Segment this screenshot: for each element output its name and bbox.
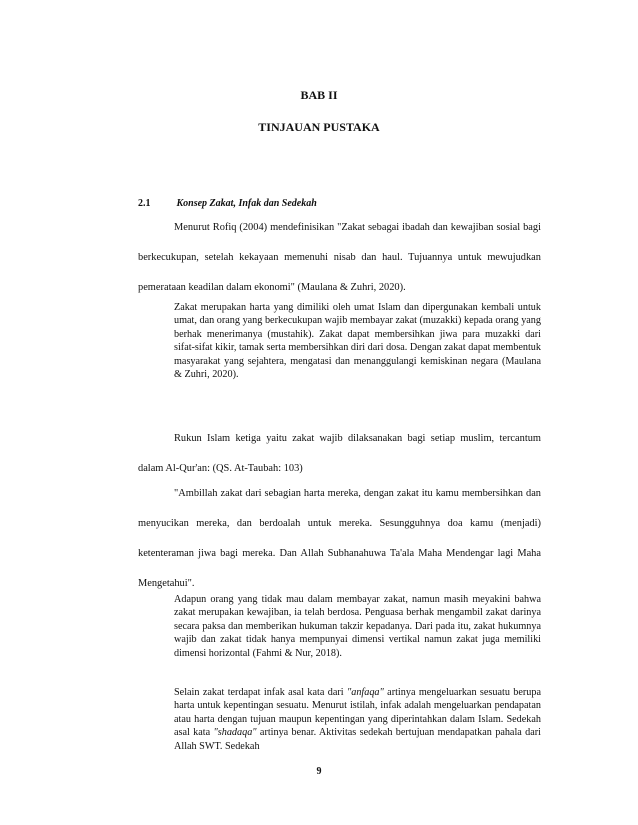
section-number: 2.1 — [138, 198, 151, 209]
block-quote-obligation: Adapun orang yang tidak mau dalam membayar zakat, namun masih meyakini bahwa zakat merupakan kewajiban, ia telah berdosa. Penguasa berhak mengambil zakat darinya secara paksa dan memberikan hukuman takzir kepadanya. Dari pada itu, zakat hukumnya wajib dan zakat tidak hanya mempunyai dimensi vertikal namun zakat juga memiliki dimensi horizontal (Fahmi & Nur, 2018). — [174, 594, 541, 659]
section-heading — [138, 198, 317, 209]
section-title: Konsep Zakat, Infak dan Sedekah — [176, 198, 317, 209]
paragraph-zakat-definition: Menurut Rofiq (2004) mendefinisikan "Zakat sebagai ibadah dan kewajiban sosial bagi berkecukupan, setelah kekayaan memenuhi nisab dan haul. Tujuannya untuk mewujudkan pemerataan keadilan dalam ekonomi" (Maulana & Zuhri, 2020). — [138, 222, 541, 293]
quote-text-1: Selain zakat terdapat infak asal kata dari — [174, 687, 347, 698]
page-number: 9 — [316, 766, 322, 777]
block-quote-infak-sedekah — [174, 686, 541, 753]
term-anfaqa: "anfaqa" — [346, 687, 384, 698]
block-quote-zakat: Zakat merupakan harta yang dimiliki oleh umat Islam dan dipergunakan kembali untuk umat, dan orang yang berkecukupan wajib membayar zakat (muzakki) kepada orang yang berhak menerimanya (mustahik). Zakat dapat membersihkan jiwa para muzakki dari sifat-sifat kikir, tamak serta membersihkan diri dari dosa. Dengan zakat dapat membentuk masyarakat yang sejahtera, mengatasi dan menanggulangi kemiskinan negara (Maulana & Zuhri, 2020). — [174, 302, 541, 381]
quote-text-2: artinya mengeluarkan sesuatu berupa harta untuk kepentingan sesuatu. Menurut istilah, infak adalah mengeluarkan pendapatan atau harta dengan tujuan maupun kepentingan yang diperintahkan dalam Islam. Sedekah asal kata — [174, 687, 541, 739]
quote-text-3: artinya benar. Aktivitas sedekah bertujuan mendapatkan pahala dari Allah SWT. Sedekah — [174, 727, 541, 752]
chapter-label: BAB II — [300, 88, 338, 102]
chapter-title: TINJAUAN PUSTAKA — [258, 120, 380, 134]
term-shadaqa: "shadaqa" — [213, 727, 257, 739]
paragraph-quran-verse: "Ambillah zakat dari sebagian harta mereka, dengan zakat itu kamu membersihkan dan menyucikan mereka, dan berdoalah untuk mereka. Sesungguhnya doa kamu (menjadi) ketenteraman jiwa bagi mereka. Dan Allah Subhanahuwa Ta'ala Maha Mendengar lagi Maha Mengetahui". — [138, 488, 541, 589]
paragraph-rukun-islam: Rukun Islam ketiga yaitu zakat wajib dilaksanakan bagi setiap muslim, tercantum dalam Al-Qur'an: (QS. At-Taubah: 103) — [138, 433, 541, 474]
